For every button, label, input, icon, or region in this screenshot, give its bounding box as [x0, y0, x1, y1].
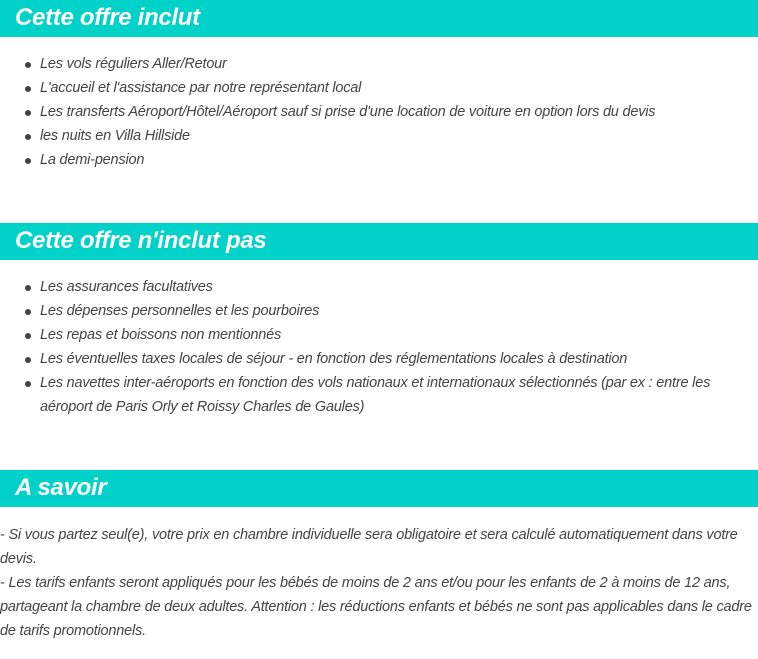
- excluded-list: [0, 275, 740, 419]
- info-paragraph: - Les tarifs enfants seront appliqués pour les bébés de moins de 2 ans et/ou pour les enfants de 2 à moins de 12 ans, partageant la chambre de deux adultes. Attention : les réductions enfants et bébés ne sont pas applicables dans le cadre de tarifs promotionnels.: [0, 575, 752, 639]
- section-title-excluded: Cette offre n'inclut pas: [15, 227, 267, 254]
- list-item: La demi-pension: [0, 148, 740, 172]
- section-header-excluded: [0, 223, 758, 260]
- list-item: Les éventuelles taxes locales de séjour - en fonction des réglementations locales à destination: [0, 347, 740, 371]
- good-to-know-text: [0, 523, 752, 643]
- info-paragraph: - Si vous partez seul(e), votre prix en chambre individuelle sera obligatoire et sera calculé automatiquement dans votre devis.: [0, 527, 738, 567]
- list-item: L'accueil et l'assistance par notre représentant local: [0, 76, 740, 100]
- list-item: Les dépenses personnelles et les pourboires: [0, 299, 740, 323]
- list-item: les nuits en Villa Hillside: [0, 124, 740, 148]
- list-item: Les repas et boissons non mentionnés: [0, 323, 740, 347]
- section-title-good-to-know: A savoir: [15, 474, 107, 501]
- section-title-included: Cette offre inclut: [15, 4, 200, 31]
- included-list: [0, 52, 740, 172]
- section-header-good-to-know: [0, 470, 758, 507]
- list-item: Les assurances facultatives: [0, 275, 740, 299]
- list-item: Les navettes inter-aéroports en fonction des vols nationaux et internationaux sélectionnés (par ex : entre les aéroport de Paris Orly et Roissy Charles de Gaules): [0, 371, 740, 419]
- section-header-included: [0, 0, 758, 37]
- list-item: Les vols réguliers Aller/Retour: [0, 52, 740, 76]
- list-item: Les transferts Aéroport/Hôtel/Aéroport sauf si prise d'une location de voiture en option lors du devis: [0, 100, 740, 124]
